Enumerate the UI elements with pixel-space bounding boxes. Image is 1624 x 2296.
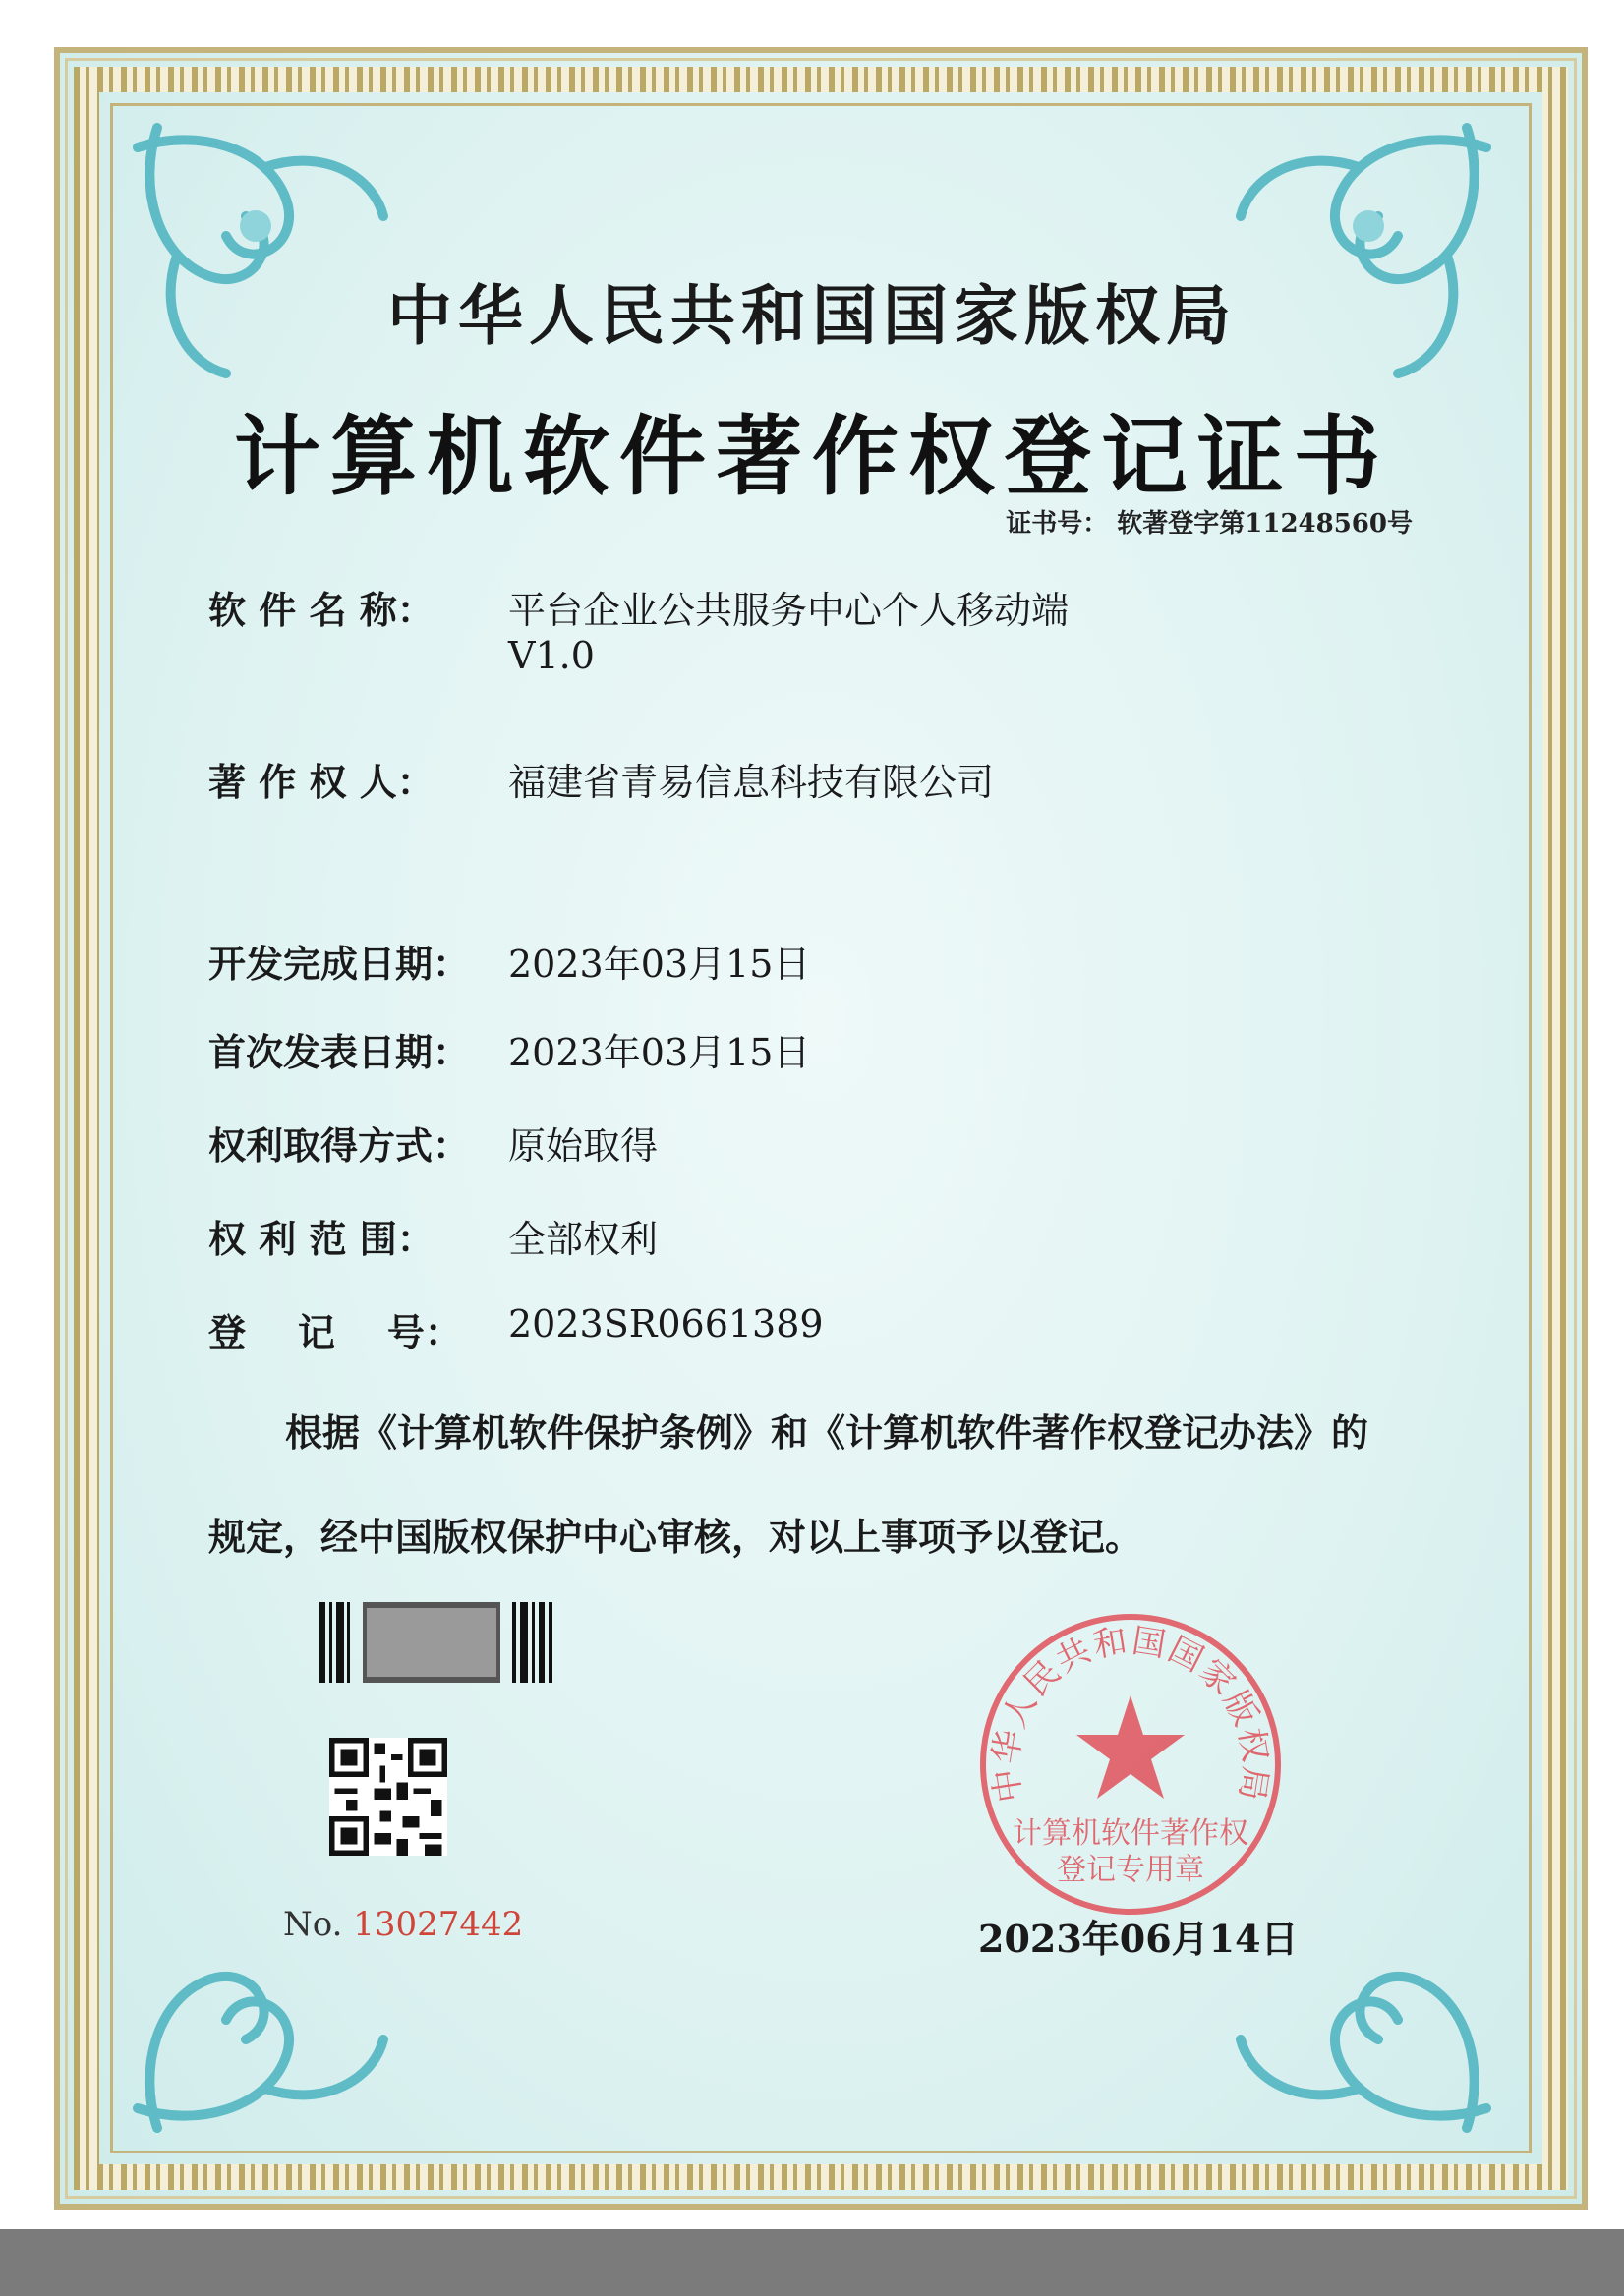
field-value: 原始取得 [508, 1124, 659, 1168]
issuer-title: 中华人民共和国国家版权局 [387, 277, 1237, 354]
ornament-top-right [1211, 108, 1506, 403]
statement-line-1: 根据《计算机软件保护条例》和《计算机软件著作权登记办法》的 [285, 1410, 1369, 1455]
field-value [508, 580, 1069, 677]
qr-code [329, 1738, 447, 1856]
field-software-name [208, 580, 1069, 677]
certificate-title: 计算机软件著作权登记证书 [233, 405, 1390, 507]
official-seal [968, 1602, 1293, 1926]
field-value: 2023年03月15日 [508, 943, 811, 986]
field-label: 登 记 号： [208, 1310, 462, 1354]
software-name: 平台企业公共服务中心个人移动端 [508, 589, 1070, 632]
field-first-publish-date [208, 1022, 810, 1076]
field-registration-number [208, 1302, 824, 1356]
field-label: 权利取得方式： [208, 1123, 471, 1168]
field-value: 福建省青易信息科技有限公司 [508, 761, 995, 804]
registration-statement [208, 1381, 1437, 1589]
svg-text:计算机软件著作权: 计算机软件著作权 [1013, 1816, 1248, 1851]
certificate-number [1006, 503, 1413, 540]
certificate-number-label: 证书号： [1006, 509, 1109, 539]
statement-line-2: 规定，经中国版权保护中心审核，对以上事项予以登记。 [208, 1515, 1143, 1559]
field-value: 2023年03月15日 [508, 1031, 811, 1074]
serial-number [283, 1905, 523, 1944]
svg-text:中华人民共和国国家版权局: 中华人民共和国国家版权局 [985, 1621, 1276, 1806]
serial-value: 13027442 [353, 1905, 524, 1944]
barcode [319, 1602, 555, 1683]
svg-text:登记专用章: 登记专用章 [1057, 1853, 1204, 1887]
software-version: V1.0 [508, 634, 595, 677]
issue-date: 2023年06月14日 [978, 1917, 1299, 1961]
field-label: 权 利 范 围： [208, 1217, 435, 1261]
field-dev-complete-date [208, 934, 810, 988]
scan-edge-strip [0, 2229, 1624, 2296]
ornament-top-left [118, 108, 413, 403]
field-value: 全部权利 [508, 1218, 659, 1261]
field-label: 首次发表日期： [208, 1030, 471, 1074]
field-rights-scope [208, 1209, 658, 1263]
ornament-bottom-left [118, 1853, 413, 2148]
field-label: 开发完成日期： [208, 942, 471, 986]
field-copyright-owner [208, 752, 994, 806]
serial-prefix: No. [283, 1905, 343, 1944]
field-acquisition-method [208, 1116, 658, 1170]
field-label: 软 件 名 称： [208, 588, 435, 632]
certificate-number-value: 软著登字第11248560号 [1117, 509, 1413, 539]
field-label: 著 作 权 人： [208, 760, 435, 804]
field-value: 2023SR0661389 [508, 1302, 824, 1346]
